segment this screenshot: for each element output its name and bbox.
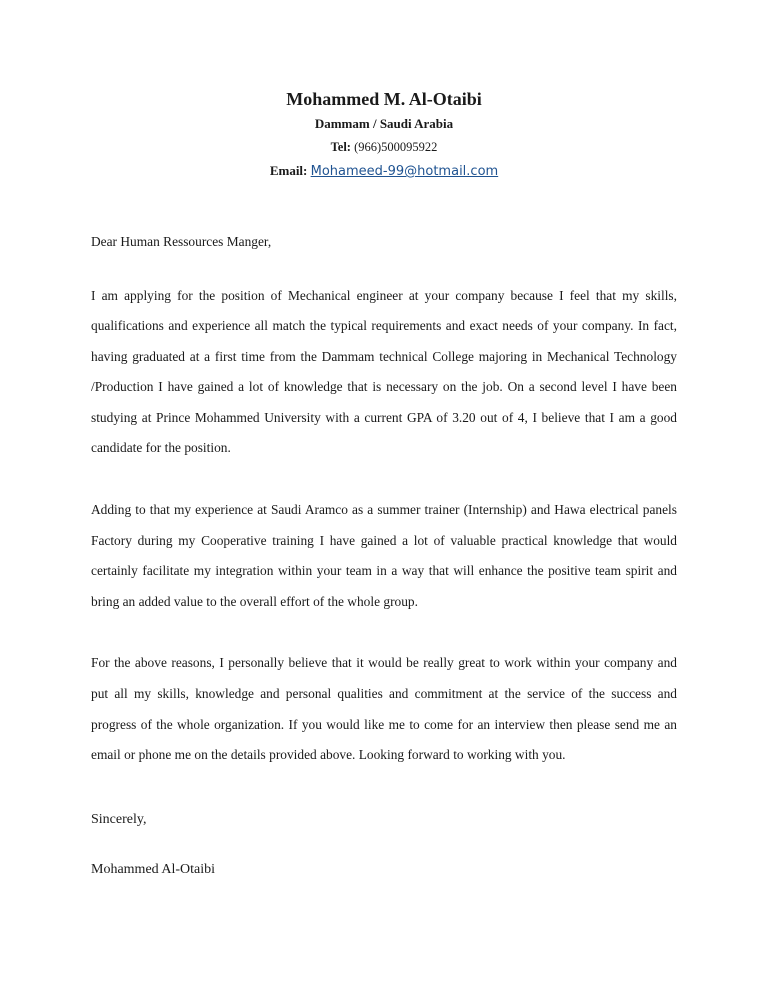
email-link[interactable]: Mohameed-99@hotmail.com <box>310 164 499 179</box>
phone-line <box>91 137 677 157</box>
closing: Sincerely, <box>91 811 147 827</box>
paragraph-introduction: I am applying for the position of Mechanical engineer at your company because I feel that my skills, qualifications and experience all match the typical requirements and exact needs of your company. In fact, having graduated at a first time from the Dammam technical College majoring in Mechanical Technology /Production I have gained a lot of knowledge that is necessary on the job. On a second level I have been studying at Prince Mohammed University with a current GPA of 3.20 out of 4, I believe that I am a good candidate for the position. <box>91 287 677 456</box>
phone-label: Tel: <box>330 140 351 154</box>
letter-header <box>91 88 677 183</box>
author-name: Mohammed M. Al-Otaibi <box>286 89 482 109</box>
signature-name: Mohammed Al-Otaibi <box>91 862 216 878</box>
paragraph-conclusion: For the above reasons, I personally believe that it would be really great to work within your company and put all my skills, knowledge and personal qualities and commitment at the service of the success and progress of the whole organization. If you would like me to come for an interview then please send me an email or phone me on the details provided above. Looking forward to working with you. <box>91 655 677 763</box>
email-line <box>91 160 677 183</box>
author-location: Dammam / Saudi Arabia <box>314 116 454 131</box>
phone-number: (966)500095922 <box>354 140 438 154</box>
email-label: Email: <box>269 163 308 178</box>
salutation: Dear Human Ressources Manger, <box>91 234 272 249</box>
letter-body <box>91 227 677 886</box>
paragraph-experience: Adding to that my experience at Saudi Aramco as a summer trainer (Internship) and Hawa electrical panels Factory during my Cooperative training I have gained a lot of valuable practical knowledge that would certainly facilitate my integration within your team in a way that will enhance the positive team spirit and bring an added value to the overall effort of the whole group. <box>91 502 677 609</box>
